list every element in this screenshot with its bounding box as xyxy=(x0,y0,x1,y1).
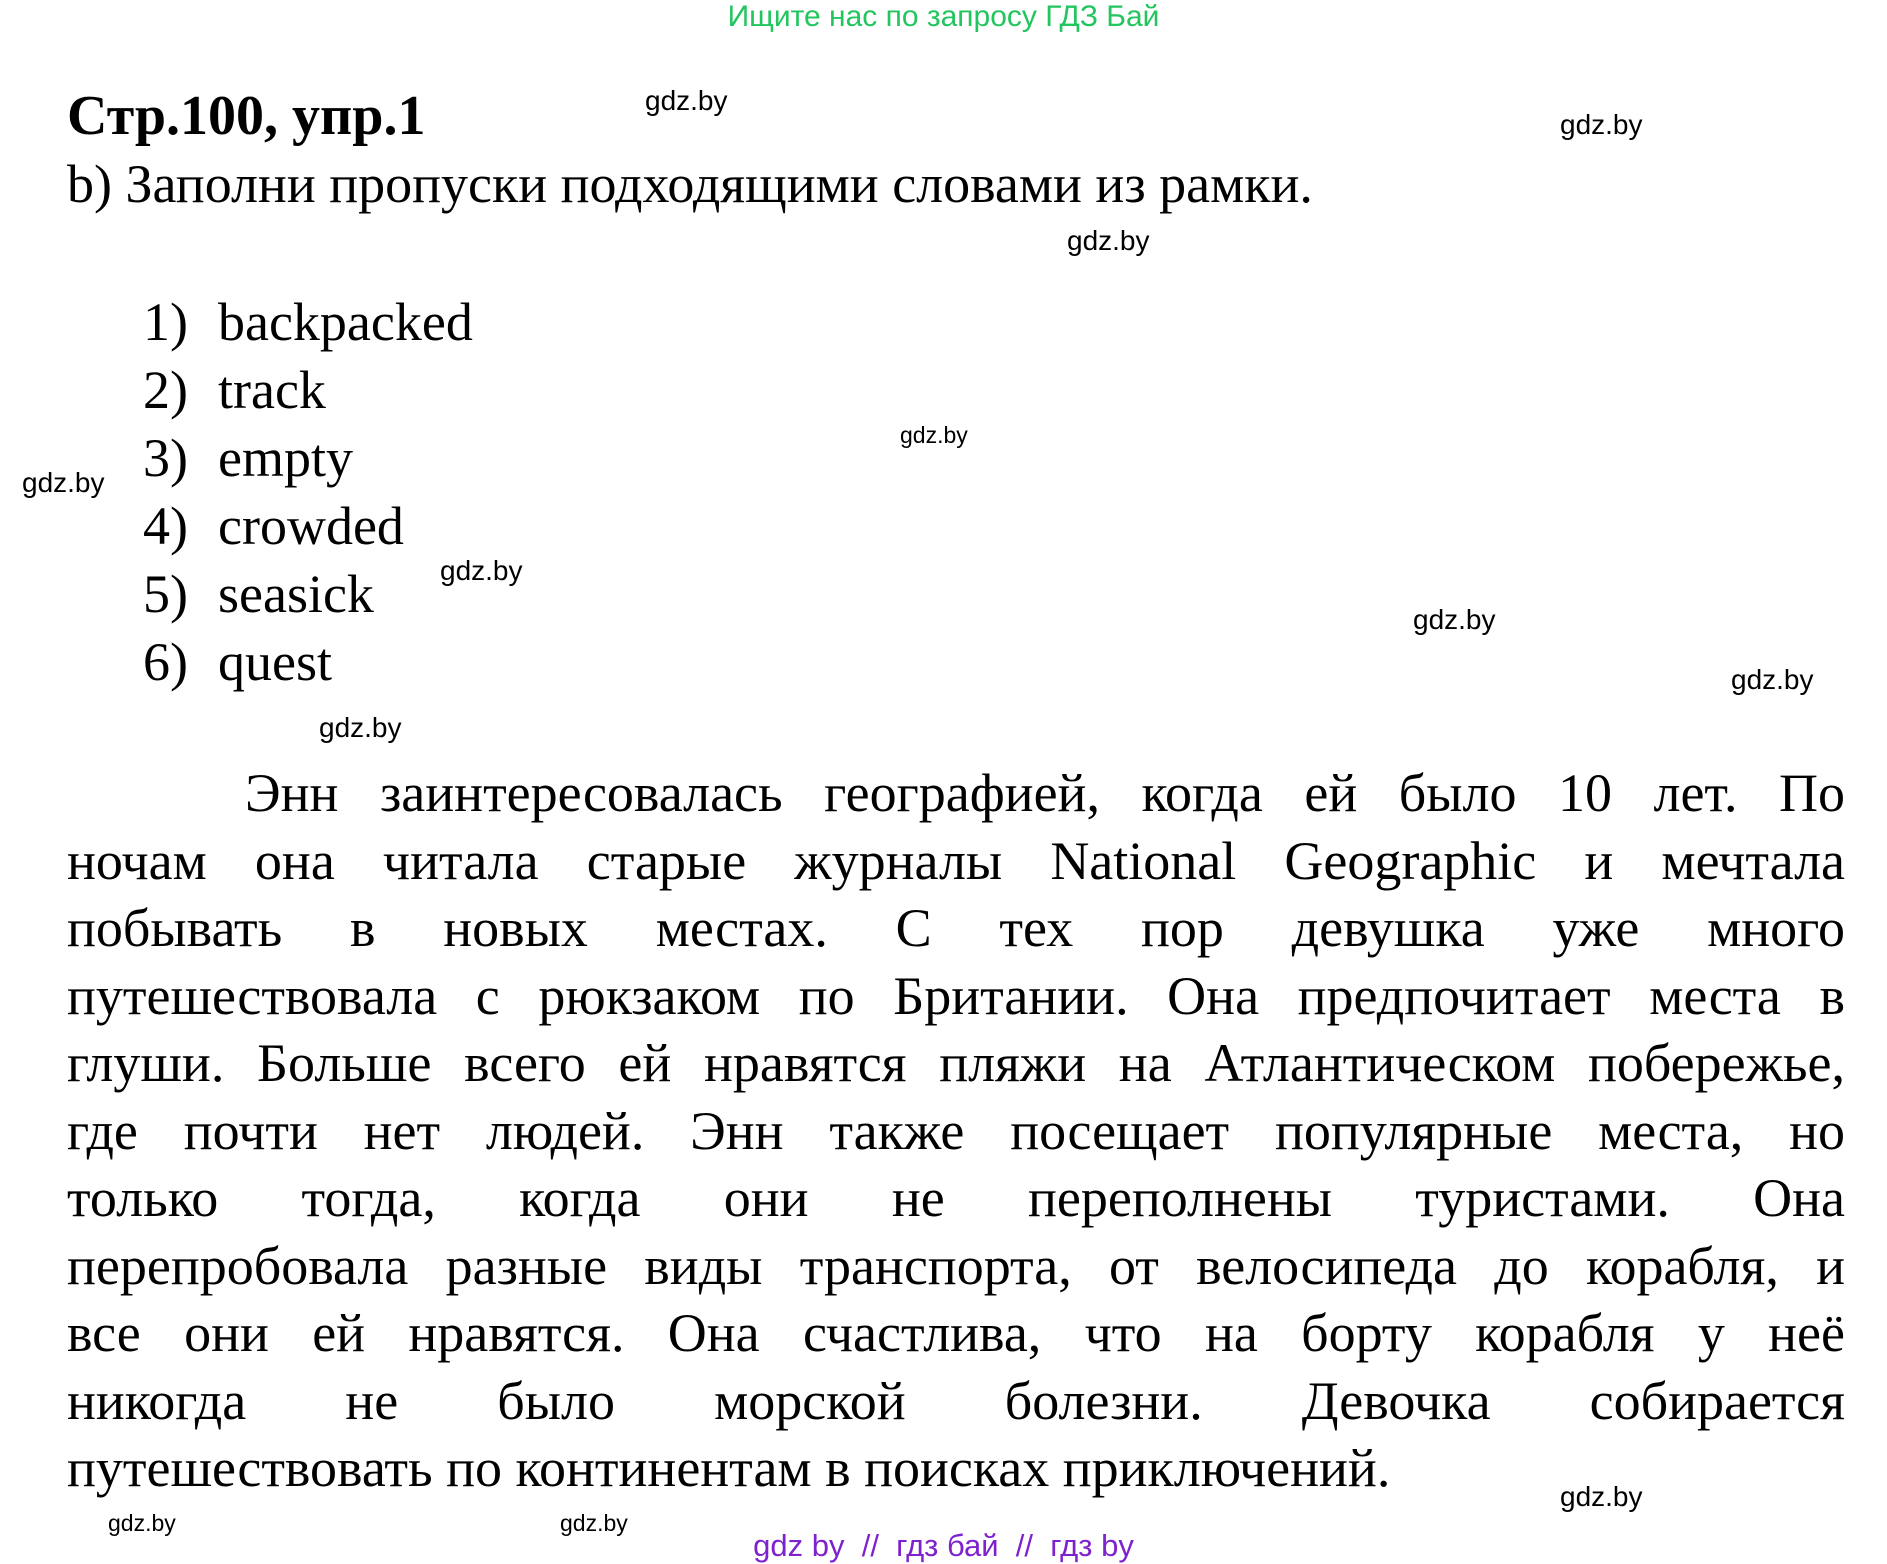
item-word: empty xyxy=(218,428,353,488)
paragraph-line: где почти нет людей. Энн также посещает популярные места, но xyxy=(67,1100,1845,1161)
item-number: 4) xyxy=(143,496,188,556)
answer-paragraph xyxy=(67,760,1845,1503)
item-word: track xyxy=(218,360,326,420)
watermark: gdz.by xyxy=(1560,1481,1643,1512)
paragraph-line: никогда не было морской болезни. Девочка собирается xyxy=(67,1370,1845,1431)
answer-list xyxy=(143,288,473,696)
paragraph-line: перепробовала разные виды транспорта, от велосипеда до корабля, и xyxy=(67,1235,1845,1296)
watermark: gdz.by xyxy=(1731,664,1814,695)
watermark: gdz.by xyxy=(440,555,523,586)
list-item xyxy=(143,424,353,492)
watermark: gdz.by xyxy=(900,422,968,448)
item-number: 3) xyxy=(143,428,188,488)
item-word: quest xyxy=(218,632,332,692)
paragraph-line: путешествовать по континентам в поисках приключений. xyxy=(67,1438,1391,1498)
search-banner: Ищите нас по запросу ГДЗ Бай xyxy=(727,0,1160,33)
item-number: 5) xyxy=(143,564,188,624)
watermark: gdz.by xyxy=(22,467,105,498)
task-instruction: b) Заполни пропуски подходящими словами из рамки. xyxy=(67,154,1313,214)
list-item xyxy=(143,560,374,628)
item-number: 6) xyxy=(143,632,188,692)
paragraph-line: глуши. Больше всего ей нравятся пляжи на Атлантическом побережье, xyxy=(67,1033,1845,1093)
item-word: crowded xyxy=(218,496,404,556)
paragraph-line: все они ей нравятся. Она счастлива, что на борту корабля у неё xyxy=(67,1303,1845,1363)
paragraph-line: путешествовала с рюкзаком по Британии. Она предпочитает места в xyxy=(67,965,1845,1026)
list-item xyxy=(143,288,473,356)
list-item xyxy=(143,628,332,696)
item-number: 1) xyxy=(143,292,188,352)
watermark: gdz.by xyxy=(1413,604,1496,635)
item-word: backpacked xyxy=(218,292,473,352)
list-item xyxy=(143,492,404,560)
page-title: Стр.100, упр.1 xyxy=(67,85,426,147)
watermark: gdz.by xyxy=(1067,225,1150,256)
item-word: seasick xyxy=(218,564,374,624)
paragraph-line: Энн заинтересовалась географией, когда ей было 10 лет. По xyxy=(245,763,1845,823)
paragraph-line: побывать в новых местах. С тех пор девушка уже много xyxy=(67,898,1845,958)
item-number: 2) xyxy=(143,360,188,420)
paragraph-line: ночам она читала старые журналы National Geographic и мечтала xyxy=(67,830,1845,891)
watermark: gdz.by xyxy=(319,712,402,743)
paragraph-line: только тогда, когда они не переполнены туристами. Она xyxy=(67,1168,1845,1228)
watermark: gdz.by xyxy=(108,1510,176,1536)
footer xyxy=(0,1528,1887,1564)
list-item xyxy=(143,356,326,424)
footer-links: gdz by // гдз бай // гдз by xyxy=(753,1528,1134,1563)
watermark: gdz.by xyxy=(560,1510,628,1536)
watermark: gdz.by xyxy=(645,85,728,116)
watermark: gdz.by xyxy=(1560,109,1643,140)
